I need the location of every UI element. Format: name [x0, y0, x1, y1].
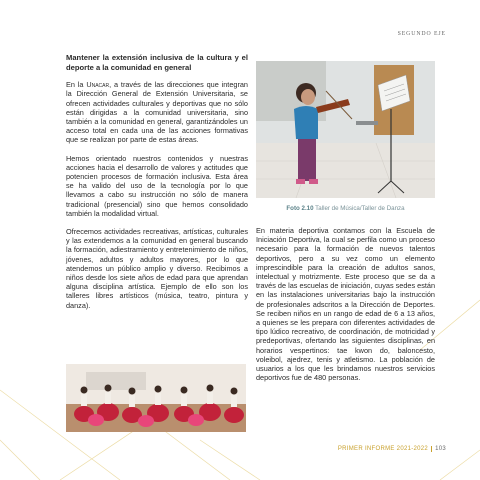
page-footer: [338, 446, 446, 452]
music-workshop-photo: [256, 61, 435, 198]
dance-workshop-photo: [66, 364, 246, 432]
report-title: PRIMER INFORME 2021-2022: [337, 446, 429, 452]
section-heading: Mantener la extensión inclusiva de la cultura y el deporte a la comunidad en general: [66, 53, 248, 72]
paragraph-1-rest: , a través de las direcciones que integran la Dirección General de Extensión Universitaria, se ofrecen actividades culturales y deportivas que no sólo están dirigidas a la comunidad universitaria, sino también a la comunidad en general, garantizándoles un acceso total en cada una de las acciones formativas que se realizan por parte de estas áreas.: [66, 80, 248, 145]
photo-caption: [256, 205, 435, 212]
right-column: [256, 226, 435, 382]
paragraph-2: Hemos orientado nuestros contenidos y nuestras acciones hacia el desarrollo de valores y actitudes que potencien procesos de formación inclusiva. Esta área se ha valido del uso de la tecnología por lo que llevamos a cabo su instrucción no sólo de manera tradicional (presencial) sino que hemos consolidado también la modalidad virtual.: [66, 153, 248, 218]
acronym: Unacar: [86, 80, 110, 90]
music-workshop-illustration: [256, 61, 435, 198]
paragraph-1: [66, 80, 248, 144]
caption-label: Foto 2.10: [286, 205, 314, 212]
paragraph-3: Ofrecemos actividades recreativas, artísticas, culturales y las extendemos a la comunidad en general buscando la formación, adiestramiento y entretenimiento de niños, jóvenes, adultos y adultos mayores, por lo que atendemos un público amplio y diverso. Recibimos a niños desde los siete años de edad para que aprendan alguna disciplina artística. Ejemplo de ello son los talleres libres artísticos (música, teatro, pintura y danza).: [66, 227, 248, 310]
caption-text: Taller de Música/Taller de Danza: [313, 205, 405, 212]
dance-workshop-illustration: [66, 364, 246, 432]
paragraph-sports: En materia deportiva contamos con la Escuela de Iniciación Deportiva, la cual se perfila como un proceso necesario para la formación de nuevos talentos deportivos, pero a su vez como un elemento imprescindible para la creación de adultos sanos, intelectual y motrizmente. Este proceso que se da a través de las escuelas de iniciación, cuyas sedes están en las instalaciones universitarias bajo la instrucción de profesionales adscritos a la Dirección de Deportes. Se reciben niños en un rango de edad de 6 a 13 años, a quienes se les prepara con diferentes actividades de tipo lúdico recreativo, de coordinación, de motricidad y predeportivas, ofertando las siguientes disciplinas, en horarios vespertinos: tae kwon do, baloncesto, voleibol, ajedrez, tenis y atletismo. La población de usuarios a los que les brindamos nuestros servicios deportivos fue de 480 personas.: [256, 226, 435, 383]
running-head: SEGUNDO EJE: [397, 31, 446, 37]
left-column: [66, 53, 248, 310]
page-number: 103: [431, 446, 446, 452]
paragraph-1-start: En la: [66, 80, 87, 90]
